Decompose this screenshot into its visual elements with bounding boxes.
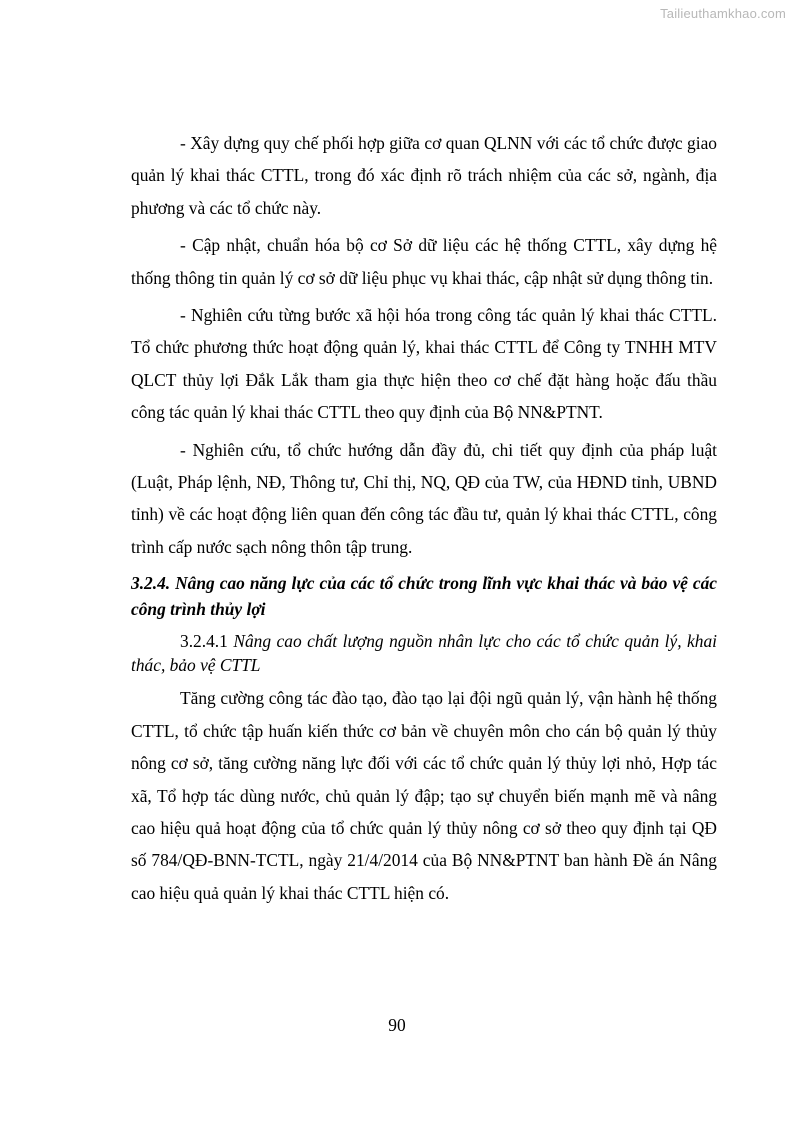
subsection-number: 3.2.4.1 bbox=[180, 631, 228, 652]
subsection-heading bbox=[131, 629, 717, 677]
watermark-text: Tailieuthamkhao.com bbox=[660, 6, 786, 21]
paragraph-legal-guidance: - Nghiên cứu, tổ chức hướng dẫn đầy đủ, chi tiết quy định của pháp luật (Luật, Pháp lệnh, NĐ, Thông tư, Chỉ thị, NQ, QĐ của TW, của HĐND tỉnh, UBND tỉnh) về các hoạt động liên quan đến công tác đầu tư, quản lý khai thác CTTL, công trình cấp nước sạch nông thôn tập trung. bbox=[131, 439, 717, 557]
document-body bbox=[131, 127, 717, 909]
paragraph-socialization: - Nghiên cứu từng bước xã hội hóa trong công tác quản lý khai thác CTTL. Tổ chức phương thức hoạt động quản lý, khai thác CTTL để Công ty TNHH MTV QLCT thủy lợi Đắk Lắk tham gia thực hiện theo cơ chế đặt hàng hoặc đấu thầu công tác quản lý khai thác CTTL theo quy định của Bộ NN&PTNT. bbox=[131, 305, 717, 423]
subsection-title: Nâng cao chất lượng nguồn nhân lực cho các tổ chức quản lý, khai thác, bảo vệ CTTL bbox=[131, 631, 717, 676]
paragraph-training: Tăng cường công tác đào tạo, đào tạo lại đội ngũ quản lý, vận hành hệ thống CTTL, tổ chức tập huấn kiến thức cơ bản về chuyên môn cho cán bộ quản lý thủy nông cơ sở, tăng cường năng lực đối với các tổ chức quản lý thủy lợi nhỏ, Hợp tác xã, Tổ hợp tác dùng nước, chủ quản lý đập; tạo sự chuyển biến mạnh mẽ và nâng cao hiệu quả hoạt động của tổ chức quản lý thủy nông cơ sở theo quy định tại QĐ số 784/QĐ-BNN-TCTL, ngày 21/4/2014 của Bộ NN&PTNT ban hành Đề án Nâng cao hiệu quả quản lý khai thác CTTL hiện có. bbox=[131, 688, 717, 903]
paragraph-database-update: - Cập nhật, chuẩn hóa bộ cơ Sở dữ liệu các hệ thống CTTL, xây dựng hệ thống thông tin quản lý cơ sở dữ liệu phục vụ khai thác, cập nhật sử dụng thông tin. bbox=[131, 235, 717, 288]
page-number: 90 bbox=[388, 1015, 406, 1035]
paragraph-coordination-regulation: - Xây dựng quy chế phối hợp giữa cơ quan QLNN với các tổ chức được giao quản lý khai thác CTTL, trong đó xác định rõ trách nhiệm của các sở, ngành, địa phương và các tổ chức này. bbox=[131, 133, 717, 218]
section-heading: 3.2.4. Nâng cao năng lực của các tổ chức trong lĩnh vực khai thác và bảo vệ các công trình thủy lợi bbox=[131, 573, 717, 620]
